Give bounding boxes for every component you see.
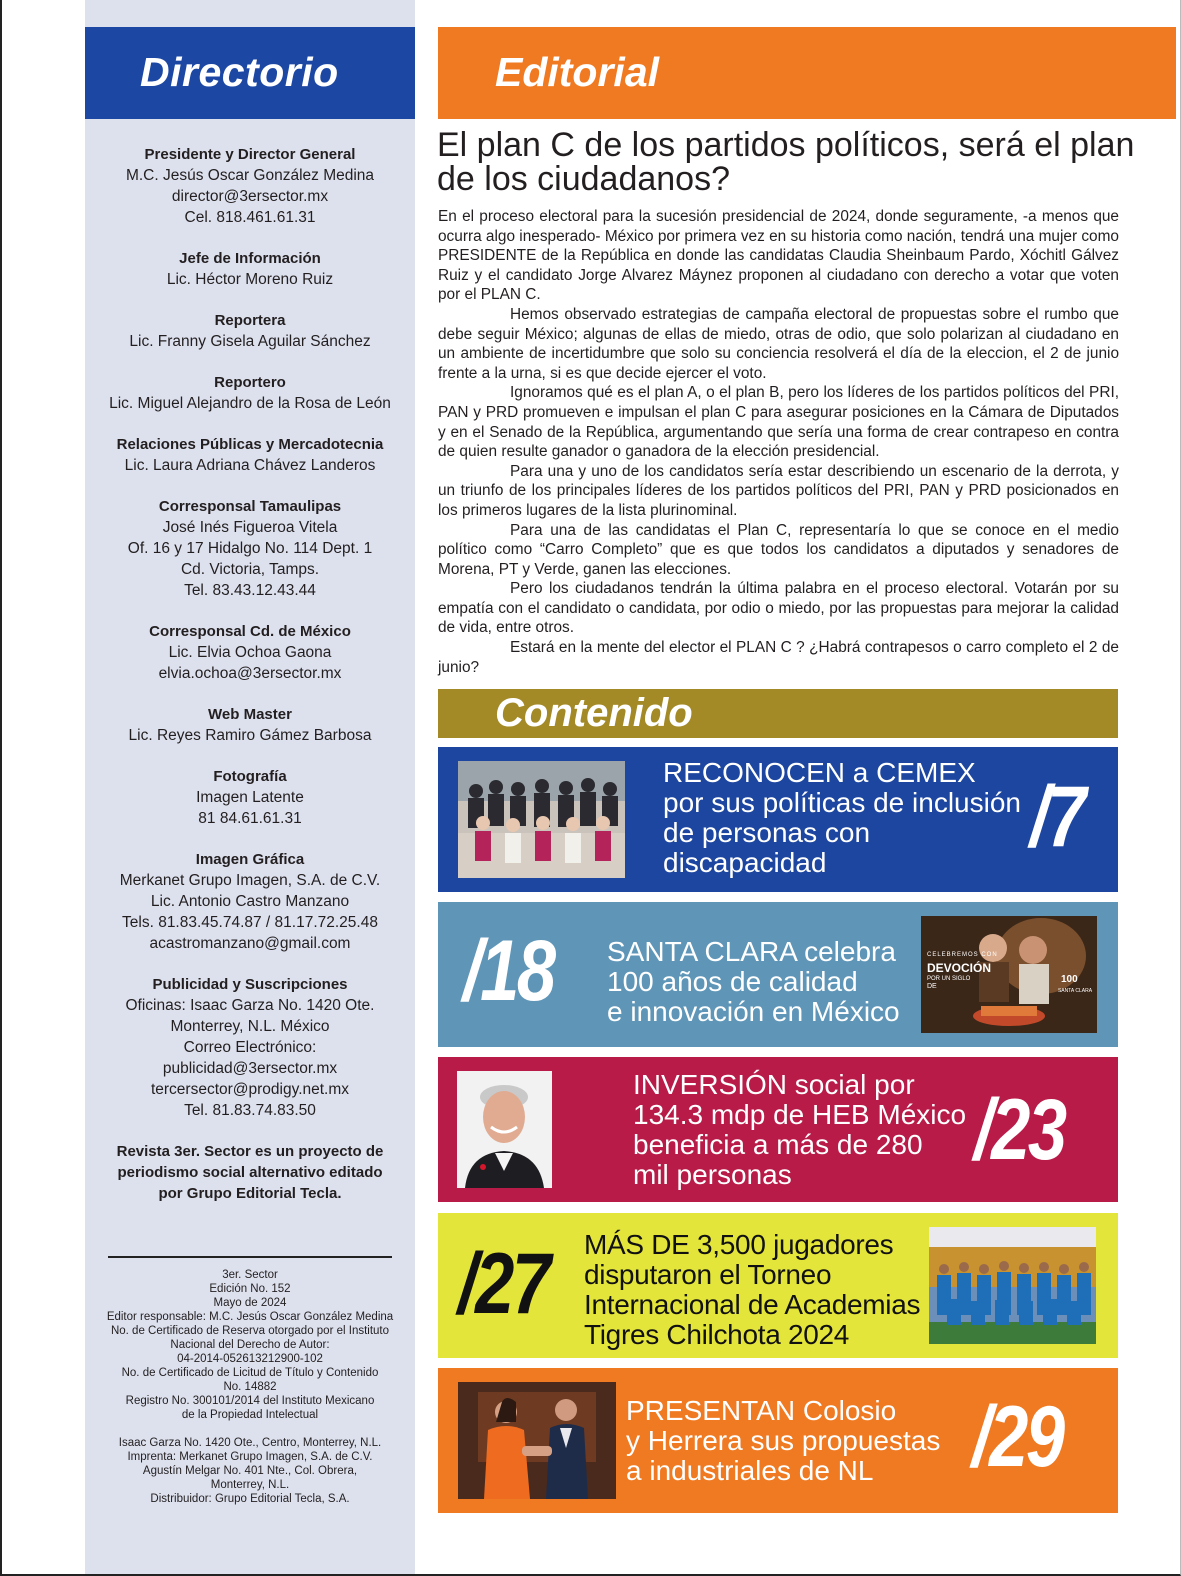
item-headline bbox=[633, 1070, 966, 1190]
section-line: Lic. Elvia Ochoa Gaona bbox=[168, 644, 332, 661]
headline-line: mil personas bbox=[633, 1159, 792, 1190]
headline-line: de personas con bbox=[663, 817, 871, 848]
section-line: Lic. Héctor Moreno Ruiz bbox=[166, 271, 334, 288]
article-paragraph: En el proceso electoral para la sucesión presidencial de 2024, donde seguramente, -a menos que ocurra algo inesperado- México por primera vez en su historia como nación, tendrá una mujer como PRESIDENTE de la República en donde las candidatas Claudia Sheinbaum Pardo, Xóchitl Gálvez Ruiz y el candidato Jorge Alvarez Máynez proponen al ciudadano con derecho a votar que voten por el PLAN C. bbox=[438, 208, 1119, 304]
headline-line: Tigres Chilchota 2024 bbox=[584, 1319, 850, 1350]
directory-section bbox=[85, 310, 415, 352]
directory-section bbox=[85, 434, 415, 476]
directory-section bbox=[85, 496, 415, 601]
email-link[interactable]: publicidad@3ersector.mx bbox=[162, 1060, 338, 1077]
section-line: Tel. 81.83.74.83.50 bbox=[184, 1102, 316, 1119]
section-line: Merkanet Grupo Imagen, S.A. de C.V. bbox=[119, 872, 381, 889]
imprint-line: Monterrey, N.L. bbox=[210, 1479, 290, 1491]
divider bbox=[108, 1256, 392, 1258]
section-line: Of. 16 y 17 Hidalgo No. 114 Dept. 1 bbox=[127, 540, 373, 557]
directory-section bbox=[85, 144, 415, 228]
page-number: /18 bbox=[463, 923, 554, 1019]
article-paragraph: Estará en la mente del elector el PLAN C ? ¿Habrá contrapesos o carro completo el 2 de junio? bbox=[438, 639, 1119, 676]
ad-text: POR UN SIGLO bbox=[927, 976, 971, 982]
item-headline bbox=[663, 758, 1021, 878]
item-headline bbox=[626, 1396, 940, 1486]
note-line: Revista 3er. Sector es un proyecto de bbox=[116, 1143, 384, 1160]
note-line: por Grupo Editorial Tecla. bbox=[158, 1185, 342, 1202]
directory-section bbox=[85, 248, 415, 290]
imprint-line: No. 14882 bbox=[223, 1381, 277, 1393]
section-heading: Publicidad y Suscripciones bbox=[152, 976, 348, 993]
headline-line: disputaron el Torneo bbox=[584, 1259, 832, 1290]
email-link[interactable]: acastromanzano@gmail.com bbox=[149, 935, 351, 952]
ad-text: SANTA CLARA bbox=[1057, 988, 1093, 994]
imprint-line: Mayo de 2024 bbox=[213, 1297, 287, 1309]
section-heading: Imagen Gráfica bbox=[195, 851, 305, 868]
directory-section bbox=[85, 849, 415, 954]
article-paragraph: Para una de las candidatas el Plan C, representaría lo que se conoce en el medio político como “Carro Completo” que es que todos los candidatos a diputados y senadores de Morena, PT y Verde, ganen las elecciones. bbox=[438, 521, 1119, 578]
section-line: Lic. Miguel Alejandro de la Rosa de León bbox=[109, 395, 391, 412]
item-headline bbox=[584, 1230, 920, 1350]
article-paragraph: Pero los ciudadanos tendrán la última palabra en el proceso electoral. Votarán por su empatía con el candidato o candidata, por odio o miedo, por las propuestas para mejorar la calidad de vida, entre otros. bbox=[438, 580, 1119, 637]
imprint-line: 04-2014-052613212900-102 bbox=[177, 1353, 323, 1365]
section-heading: Reportera bbox=[214, 312, 286, 329]
group-photo bbox=[458, 761, 625, 878]
section-line: Monterrey, N.L. México bbox=[170, 1018, 330, 1035]
headline-line: RECONOCEN a CEMEX bbox=[663, 757, 976, 788]
imprint-line: 3er. Sector bbox=[222, 1269, 278, 1281]
section-heading: Fotografía bbox=[213, 768, 287, 785]
headline-line: 134.3 mdp de HEB México bbox=[633, 1099, 967, 1130]
section-line: Correo Electrónico: bbox=[183, 1039, 317, 1056]
page-number: /29 bbox=[972, 1389, 1063, 1485]
section-line: Cd. Victoria, Tamps. bbox=[180, 561, 320, 578]
section-heading: Web Master bbox=[208, 706, 292, 723]
headline-line: Internacional de Academias bbox=[584, 1289, 921, 1320]
section-line: Lic. Reyes Ramiro Gámez Barbosa bbox=[128, 727, 372, 744]
headline-line: SANTA CLARA celebra bbox=[607, 936, 896, 967]
section-line: 81 84.61.61.31 bbox=[198, 810, 302, 827]
headline-line: 100 años de calidad bbox=[607, 966, 858, 997]
email-link[interactable]: elvia.ochoa@3ersector.mx bbox=[158, 665, 342, 682]
contents-item-colosio[interactable] bbox=[438, 1368, 1118, 1513]
section-heading: Presidente y Director General bbox=[144, 146, 356, 163]
section-line: Tels. 81.83.45.74.87 / 81.17.72.25.48 bbox=[122, 914, 378, 931]
section-heading: Jefe de Información bbox=[179, 250, 321, 267]
section-line: Tel. 83.43.12.43.44 bbox=[184, 582, 316, 599]
ad-text: DEVOCIÓN bbox=[927, 961, 992, 975]
contents-title: Contenido bbox=[495, 691, 693, 735]
imprint-line: No. de Certificado de Reserva otorgado por el Instituto bbox=[110, 1325, 390, 1337]
article-paragraph: Para una y uno de los candidatos sería estar describiendo un escenario de la derrota, y un triunfo de los principales líderes de los partidos políticos del PRI, PAN y PRD posicionados en los primeros lugares de la lista plurinominal. bbox=[438, 462, 1119, 519]
handshake-photo bbox=[458, 1382, 616, 1499]
contents-item-santa-clara[interactable] bbox=[438, 902, 1118, 1047]
section-line: Lic. Laura Adriana Chávez Landeros bbox=[124, 457, 376, 474]
headline-line: beneficia a más de 280 bbox=[633, 1129, 923, 1160]
section-line: Lic. Franny Gisela Aguilar Sánchez bbox=[129, 333, 371, 350]
editorial-article bbox=[438, 207, 1119, 677]
imprint-block bbox=[85, 1268, 415, 1506]
imprint-line: de la Propiedad Intelectual bbox=[181, 1409, 319, 1421]
headline-line: PRESENTAN Colosio bbox=[626, 1395, 897, 1426]
section-heading: Corresponsal Cd. de México bbox=[149, 623, 351, 640]
imprint-line: Agustín Melgar No. 401 Nte., Col. Obrera, bbox=[142, 1465, 358, 1477]
headline-line: e innovación en México bbox=[607, 996, 900, 1027]
headline-line: a industriales de NL bbox=[626, 1455, 874, 1486]
section-line: Oficinas: Isaac Garza No. 1420 Ote. bbox=[125, 997, 375, 1014]
article-paragraph: Hemos observado estrategias de campaña electoral de propuestas sobre el rumbo que debe seguir México; algunas de ellas de miedo, otras de odio, que solo polarizan al ciudadano en un ambiente de incertidumbre que solo su conciencia resolverá el día de la eleccion, el 2 de junio frente a la urna, si es que decide ejercer el voto. bbox=[438, 305, 1119, 382]
editorial-header bbox=[438, 27, 1176, 119]
directory-header bbox=[85, 27, 415, 119]
section-heading: Corresponsal Tamaulipas bbox=[158, 498, 342, 515]
imprint-line: Registro No. 300101/2014 del Instituto Mexicano bbox=[125, 1395, 375, 1407]
imprint-line: Imprenta: Merkanet Grupo Imagen, S.A. de C.V. bbox=[127, 1451, 373, 1463]
email-link[interactable]: director@3ersector.mx bbox=[171, 188, 329, 205]
directory-section bbox=[85, 704, 415, 746]
imprint-line: Editor responsable: M.C. Jesús Oscar González Medina bbox=[106, 1311, 394, 1323]
directory-section bbox=[85, 621, 415, 684]
directory-title: Directorio bbox=[140, 49, 339, 95]
editorial-title: Editorial bbox=[495, 49, 660, 95]
contents-item-cemex[interactable] bbox=[438, 747, 1118, 892]
portrait-photo bbox=[457, 1071, 552, 1188]
email-link[interactable]: tercersector@prodigy.net.mx bbox=[150, 1081, 350, 1098]
imprint-line: Distribuidor: Grupo Editorial Tecla, S.A. bbox=[150, 1493, 350, 1505]
ad-text: 100 bbox=[1061, 974, 1078, 985]
imprint-line: Isaac Garza No. 1420 Ote., Centro, Monterrey, N.L. bbox=[118, 1437, 382, 1449]
directory-section bbox=[85, 974, 415, 1121]
imprint-line: Edición No. 152 bbox=[209, 1283, 291, 1295]
headline-line: discapacidad bbox=[663, 847, 827, 878]
directory-list bbox=[85, 144, 415, 1204]
section-line: Lic. Antonio Castro Manzano bbox=[150, 893, 350, 910]
article-paragraph: Ignoramos qué es el plan A, o el plan B, pero los líderes de los partidos políticos del PRI, PAN y PRD promueven e impulsan el plan C para asegurar posiciones en la Cámara de Diputados y en el Senado de la República, argumentando que sería una forma de crear contrapeso en contra de quien resulte ganador o ganadora de la elección presidencial. bbox=[438, 384, 1119, 461]
section-line: M.C. Jesús Oscar González Medina bbox=[125, 167, 375, 184]
page-number: /7 bbox=[1030, 769, 1084, 865]
item-headline bbox=[607, 937, 900, 1027]
contents-item-tigres[interactable] bbox=[438, 1213, 1118, 1358]
imprint-line: No. de Certificado de Licitud de Título y Contenido bbox=[121, 1367, 379, 1379]
ad-text: DE bbox=[927, 983, 937, 990]
editorial-headline: El plan C de los partidos políticos, será el plan de los ciudadanos? bbox=[437, 126, 1135, 198]
headline-line: INVERSIÓN social por bbox=[633, 1069, 915, 1100]
section-line: Cel. 818.461.61.31 bbox=[184, 209, 316, 226]
headline-line: por sus políticas de inclusión bbox=[663, 787, 1021, 818]
section-line: Imagen Latente bbox=[196, 789, 304, 806]
headline-line: MÁS DE 3,500 jugadores bbox=[584, 1229, 894, 1260]
directory-section bbox=[85, 372, 415, 414]
page-number: /27 bbox=[458, 1236, 549, 1332]
directory-section bbox=[85, 766, 415, 829]
note-line: periodismo social alternativo editado bbox=[117, 1164, 383, 1181]
section-line: José Inés Figueroa Vitela bbox=[162, 519, 338, 536]
santa-clara-ad-photo bbox=[921, 916, 1097, 1033]
project-note bbox=[85, 1141, 415, 1204]
team-photo bbox=[929, 1227, 1096, 1344]
section-heading: Reportero bbox=[214, 374, 286, 391]
ad-text: CELEBREMOS CON bbox=[927, 952, 998, 958]
contents-header bbox=[438, 689, 1118, 738]
imprint-line: Nacional del Derecho de Autor: bbox=[170, 1339, 330, 1351]
headline-line: y Herrera sus propuestas bbox=[626, 1425, 941, 1456]
section-heading: Relaciones Públicas y Mercadotecnia bbox=[116, 436, 384, 453]
page-number: /23 bbox=[974, 1082, 1065, 1178]
contents-item-heb[interactable] bbox=[438, 1057, 1118, 1202]
